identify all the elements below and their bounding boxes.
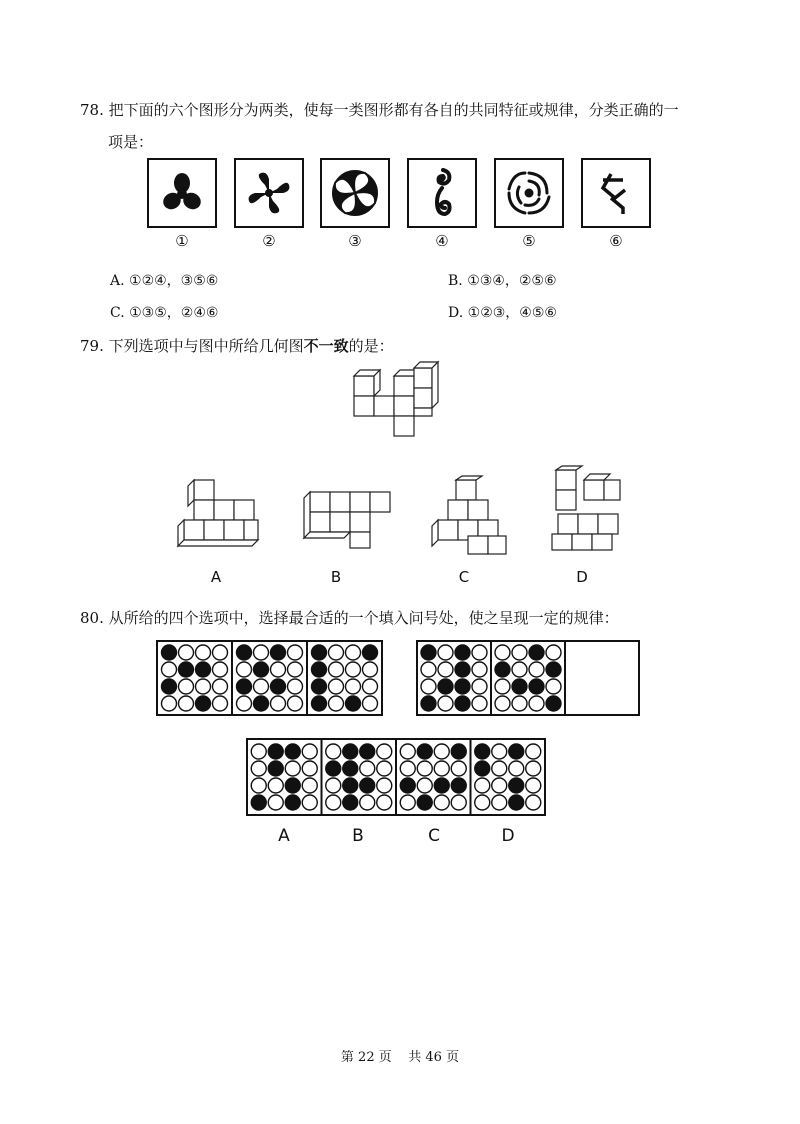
row2-panel-2-circle-1-3 — [529, 645, 544, 660]
q78-figure-label-2: ② — [262, 232, 276, 250]
q80-text: 从所给的四个选项中，选择最合适的一个填入问号处，使之呈现一定的规律： — [108, 609, 619, 627]
row2-panel-1-circle-3-2 — [438, 679, 453, 694]
answer-panel-3-circle-1-2 — [417, 744, 432, 759]
row1-panel-2-circle-3-2 — [254, 679, 269, 694]
answer-panel-2-circle-2-2 — [343, 761, 358, 776]
answer-panel-2-circle-1-4 — [377, 744, 392, 759]
row1-panel-1-circle-2-3 — [196, 662, 211, 677]
row1-panel-1-circle-4-1 — [162, 696, 177, 711]
answer-panel-4-circle-2-4 — [526, 761, 541, 776]
row2-panel-2-circle-4-4 — [546, 696, 561, 711]
row2-panel-2-circle-3-2 — [512, 679, 527, 694]
q78-figure-5 — [494, 158, 564, 228]
row1-panel-1-circle-1-4 — [213, 645, 228, 660]
row2-panel-2-circle-1-4 — [546, 645, 561, 660]
row1-panel-1-circle-1-1 — [162, 645, 177, 660]
row1-panel-2-circle-3-4 — [288, 679, 303, 694]
row1-panel-1-circle-3-1 — [162, 679, 177, 694]
row2-panel-1-circle-2-1 — [421, 662, 436, 677]
row2-panel-2-circle-3-3 — [529, 679, 544, 694]
row2-panel-2-circle-2-2 — [512, 662, 527, 677]
row2-panel-1-circle-1-1 — [421, 645, 436, 660]
answer-panel-2-circle-2-3 — [360, 761, 375, 776]
q78-figure-4 — [407, 158, 477, 228]
q78-figure-6 — [581, 158, 651, 228]
row1-panel-2-circle-4-2 — [254, 696, 269, 711]
q80-stem — [80, 608, 619, 628]
q80-sequence-row1 — [156, 640, 386, 718]
answer-panel-2-circle-3-1 — [326, 778, 341, 793]
answer-panel-2-circle-2-1 — [326, 761, 341, 776]
answer-panel-3-circle-4-3 — [434, 795, 449, 810]
q79-number: 79. — [80, 337, 104, 355]
row1-panel-1-circle-4-2 — [179, 696, 194, 711]
row1-panel-3-circle-4-2 — [329, 696, 344, 711]
q78-figure-label-5: ⑤ — [522, 232, 536, 250]
row2-panel-2-circle-2-1 — [495, 662, 510, 677]
answer-panel-1-circle-3-1 — [251, 778, 266, 793]
q78-line1 — [80, 100, 679, 120]
answer-panel-4-circle-2-3 — [509, 761, 524, 776]
row1-panel-1-circle-1-2 — [179, 645, 194, 660]
q79-stem — [80, 336, 394, 356]
row1-panel-3-circle-1-3 — [346, 645, 361, 660]
answer-panel-2-circle-3-2 — [343, 778, 358, 793]
answer-panel-3-circle-3-2 — [417, 778, 432, 793]
answer-panel-4-circle-1-3 — [509, 744, 524, 759]
answer-panel-3-circle-4-2 — [417, 795, 432, 810]
option-text: ①②③，④⑤⑥ — [467, 305, 557, 321]
q78-number: 78. — [80, 101, 104, 119]
answer-panel-2-circle-3-3 — [360, 778, 375, 793]
row1-panel-3-circle-3-2 — [329, 679, 344, 694]
row1-panel-3-circle-3-3 — [346, 679, 361, 694]
row1-panel-2-circle-2-3 — [271, 662, 286, 677]
answer-panel-3-circle-1-1 — [400, 744, 415, 759]
answer-panel-4-circle-3-4 — [526, 778, 541, 793]
row2-panel-2-circle-3-4 — [546, 679, 561, 694]
row1-panel-1-circle-4-3 — [196, 696, 211, 711]
answer-panel-3-circle-2-1 — [400, 761, 415, 776]
option-key: D. — [448, 305, 464, 321]
row1-panel-3-circle-2-2 — [329, 662, 344, 677]
row1-panel-1-circle-2-1 — [162, 662, 177, 677]
row2-panel-1-circle-1-4 — [472, 645, 487, 660]
option-text: ①③④，②⑤⑥ — [467, 273, 557, 289]
answer-panel-4-circle-4-4 — [526, 795, 541, 810]
row1-panel-1-circle-3-4 — [213, 679, 228, 694]
page-footer: 第 22 页 共 46 页 — [340, 1050, 460, 1065]
row1-panel-2-circle-2-1 — [237, 662, 252, 677]
q78-figure-2 — [234, 158, 304, 228]
answer-panel-3-circle-2-2 — [417, 761, 432, 776]
row1-panel-3-circle-1-2 — [329, 645, 344, 660]
answer-panel-1-circle-2-3 — [285, 761, 300, 776]
row1-panel-2-circle-1-4 — [288, 645, 303, 660]
q80-number: 80. — [80, 609, 104, 627]
row1-panel-2-circle-4-1 — [237, 696, 252, 711]
row1-panel-2-circle-2-4 — [288, 662, 303, 677]
q79-option-label-c: C — [458, 568, 470, 586]
q78-figure-1 — [147, 158, 217, 228]
answer-panel-2-circle-4-3 — [360, 795, 375, 810]
q78-figure-label-6: ⑥ — [609, 232, 623, 250]
answer-panel-1-circle-4-2 — [268, 795, 283, 810]
row2-panel-2-circle-1-2 — [512, 645, 527, 660]
answer-panel-4-circle-4-1 — [475, 795, 490, 810]
q78-option-b[interactable] — [448, 270, 557, 290]
row1-panel-3-circle-1-1 — [312, 645, 327, 660]
q79-text-before: 下列选项中与图中所给几何图 — [108, 337, 304, 355]
q80-sequence-row2 — [416, 640, 642, 718]
q79-option-figure-b[interactable] — [302, 486, 394, 554]
answer-panel-3-circle-3-1 — [400, 778, 415, 793]
answer-panel-3-circle-2-4 — [451, 761, 466, 776]
q79-main-figure — [348, 362, 440, 438]
answer-panel-1-circle-1-1 — [251, 744, 266, 759]
row1-panel-3-circle-2-1 — [312, 662, 327, 677]
q78-figure-label-3: ③ — [348, 232, 362, 250]
row2-panel-1-circle-2-4 — [472, 662, 487, 677]
answer-panel-1-circle-4-3 — [285, 795, 300, 810]
answer-panel-4-circle-4-2 — [492, 795, 507, 810]
answer-panel-3-circle-4-4 — [451, 795, 466, 810]
answer-panel-2-circle-4-4 — [377, 795, 392, 810]
answer-panel-4-circle-2-2 — [492, 761, 507, 776]
q78-option-d[interactable] — [448, 302, 557, 322]
answer-panel-4-circle-2-1 — [475, 761, 490, 776]
answer-panel-1-circle-3-4 — [302, 778, 317, 793]
q78-figure-3 — [320, 158, 390, 228]
row2-panel-2-circle-4-2 — [512, 696, 527, 711]
answer-panel-2-circle-2-4 — [377, 761, 392, 776]
row2-panel-1-circle-1-3 — [455, 645, 470, 660]
row1-panel-1-circle-2-4 — [213, 662, 228, 677]
q80-answer-options[interactable] — [246, 738, 548, 818]
row1-panel-2-circle-1-2 — [254, 645, 269, 660]
q79-option-label-a: A — [210, 568, 222, 586]
answer-panel-3-circle-2-3 — [434, 761, 449, 776]
option-key: C. — [110, 305, 125, 321]
q78-stem: 把下面的六个图形分为两类，使每一类图形都有各自的共同特征或规律，分类正确的一 — [108, 101, 679, 119]
row1-panel-3-circle-2-3 — [346, 662, 361, 677]
row1-panel-3-circle-3-4 — [363, 679, 378, 694]
answer-panel-1-circle-1-4 — [302, 744, 317, 759]
row2-panel-2-circle-1-1 — [495, 645, 510, 660]
option-text: ①②④，③⑤⑥ — [129, 273, 219, 289]
row2-panel-1-circle-3-4 — [472, 679, 487, 694]
row2-panel-2-circle-2-4 — [546, 662, 561, 677]
answer-panel-4-circle-4-3 — [509, 795, 524, 810]
answer-panel-1-circle-4-1 — [251, 795, 266, 810]
answer-panel-1-circle-3-2 — [268, 778, 283, 793]
row2-panel-1-circle-3-3 — [455, 679, 470, 694]
q79-text-after: 的是： — [348, 337, 394, 355]
answer-panel-1-circle-2-4 — [302, 761, 317, 776]
q78-figure-label-4: ④ — [435, 232, 449, 250]
row1-panel-3-circle-4-3 — [346, 696, 361, 711]
q78-option-a[interactable] — [110, 270, 218, 290]
answer-panel-2-circle-1-2 — [343, 744, 358, 759]
row2-panel-1-circle-2-2 — [438, 662, 453, 677]
row1-panel-1-circle-2-2 — [179, 662, 194, 677]
row1-panel-3-circle-2-4 — [363, 662, 378, 677]
answer-panel-4-circle-3-1 — [475, 778, 490, 793]
row2-panel-1-circle-4-1 — [421, 696, 436, 711]
row2-panel-1-circle-3-1 — [421, 679, 436, 694]
row2-panel-2-circle-4-3 — [529, 696, 544, 711]
q78-line2: 项是： — [108, 133, 154, 151]
row1-panel-2-circle-2-2 — [254, 662, 269, 677]
row1-panel-2-circle-4-3 — [271, 696, 286, 711]
row1-panel-2-circle-1-1 — [237, 645, 252, 660]
q79-option-figure-d[interactable] — [548, 466, 626, 556]
row1-panel-2-circle-4-4 — [288, 696, 303, 711]
answer-panel-1-circle-1-2 — [268, 744, 283, 759]
answer-panel-1-circle-4-4 — [302, 795, 317, 810]
q78-figure-label-1: ① — [175, 232, 189, 250]
row1-panel-1-circle-4-4 — [213, 696, 228, 711]
answer-panel-3-circle-3-4 — [451, 778, 466, 793]
answer-panel-4-circle-1-2 — [492, 744, 507, 759]
answer-panel-3-circle-1-4 — [451, 744, 466, 759]
answer-panel-1-circle-2-2 — [268, 761, 283, 776]
q79-option-figure-c[interactable] — [430, 476, 510, 558]
row1-panel-1-circle-3-3 — [196, 679, 211, 694]
row2-panel-2-circle-3-1 — [495, 679, 510, 694]
option-text: ①③⑤，②④⑥ — [129, 305, 219, 321]
answer-panel-2-circle-4-1 — [326, 795, 341, 810]
row1-panel-1-circle-3-2 — [179, 679, 194, 694]
row2-panel-2-circle-4-1 — [495, 696, 510, 711]
row2-panel-2-circle-2-3 — [529, 662, 544, 677]
q79-text-bold: 不一致 — [303, 337, 349, 355]
answer-panel-1-circle-3-3 — [285, 778, 300, 793]
row1-panel-3-circle-4-1 — [312, 696, 327, 711]
row2-panel-1-circle-4-2 — [438, 696, 453, 711]
row1-panel-3-circle-4-4 — [363, 696, 378, 711]
q80-option-label-c: C — [428, 826, 440, 846]
option-key: B. — [448, 273, 463, 289]
answer-panel-3-circle-3-3 — [434, 778, 449, 793]
row2-panel-1-circle-1-2 — [438, 645, 453, 660]
answer-panel-1-circle-1-3 — [285, 744, 300, 759]
q79-option-label-b: B — [330, 568, 342, 586]
row1-panel-3-circle-3-1 — [312, 679, 327, 694]
row1-panel-1-circle-1-3 — [196, 645, 211, 660]
answer-panel-2-circle-4-2 — [343, 795, 358, 810]
answer-panel-4-circle-3-2 — [492, 778, 507, 793]
option-key: A. — [110, 273, 125, 289]
q78-option-c[interactable] — [110, 302, 218, 322]
answer-panel-2-circle-1-3 — [360, 744, 375, 759]
row1-panel-2-circle-3-3 — [271, 679, 286, 694]
answer-panel-2-circle-1-1 — [326, 744, 341, 759]
answer-panel-4-circle-3-3 — [509, 778, 524, 793]
q80-option-label-b: B — [352, 826, 364, 846]
answer-panel-2-circle-3-4 — [377, 778, 392, 793]
row2-panel-1-circle-4-3 — [455, 696, 470, 711]
row1-panel-2-circle-3-1 — [237, 679, 252, 694]
answer-panel-4-circle-1-1 — [475, 744, 490, 759]
q80-option-label-a: A — [278, 826, 290, 846]
answer-panel-3-circle-1-3 — [434, 744, 449, 759]
answer-panel-4-circle-1-4 — [526, 744, 541, 759]
answer-panel-1-circle-2-1 — [251, 761, 266, 776]
q79-option-figure-a[interactable] — [174, 478, 262, 556]
q80-option-label-d: D — [501, 826, 515, 846]
row1-panel-3-circle-1-4 — [363, 645, 378, 660]
row1-panel-2-circle-1-3 — [271, 645, 286, 660]
q79-option-label-d: D — [576, 568, 588, 586]
row2-panel-1-circle-4-4 — [472, 696, 487, 711]
row2-panel-1-circle-2-3 — [455, 662, 470, 677]
answer-panel-3-circle-4-1 — [400, 795, 415, 810]
